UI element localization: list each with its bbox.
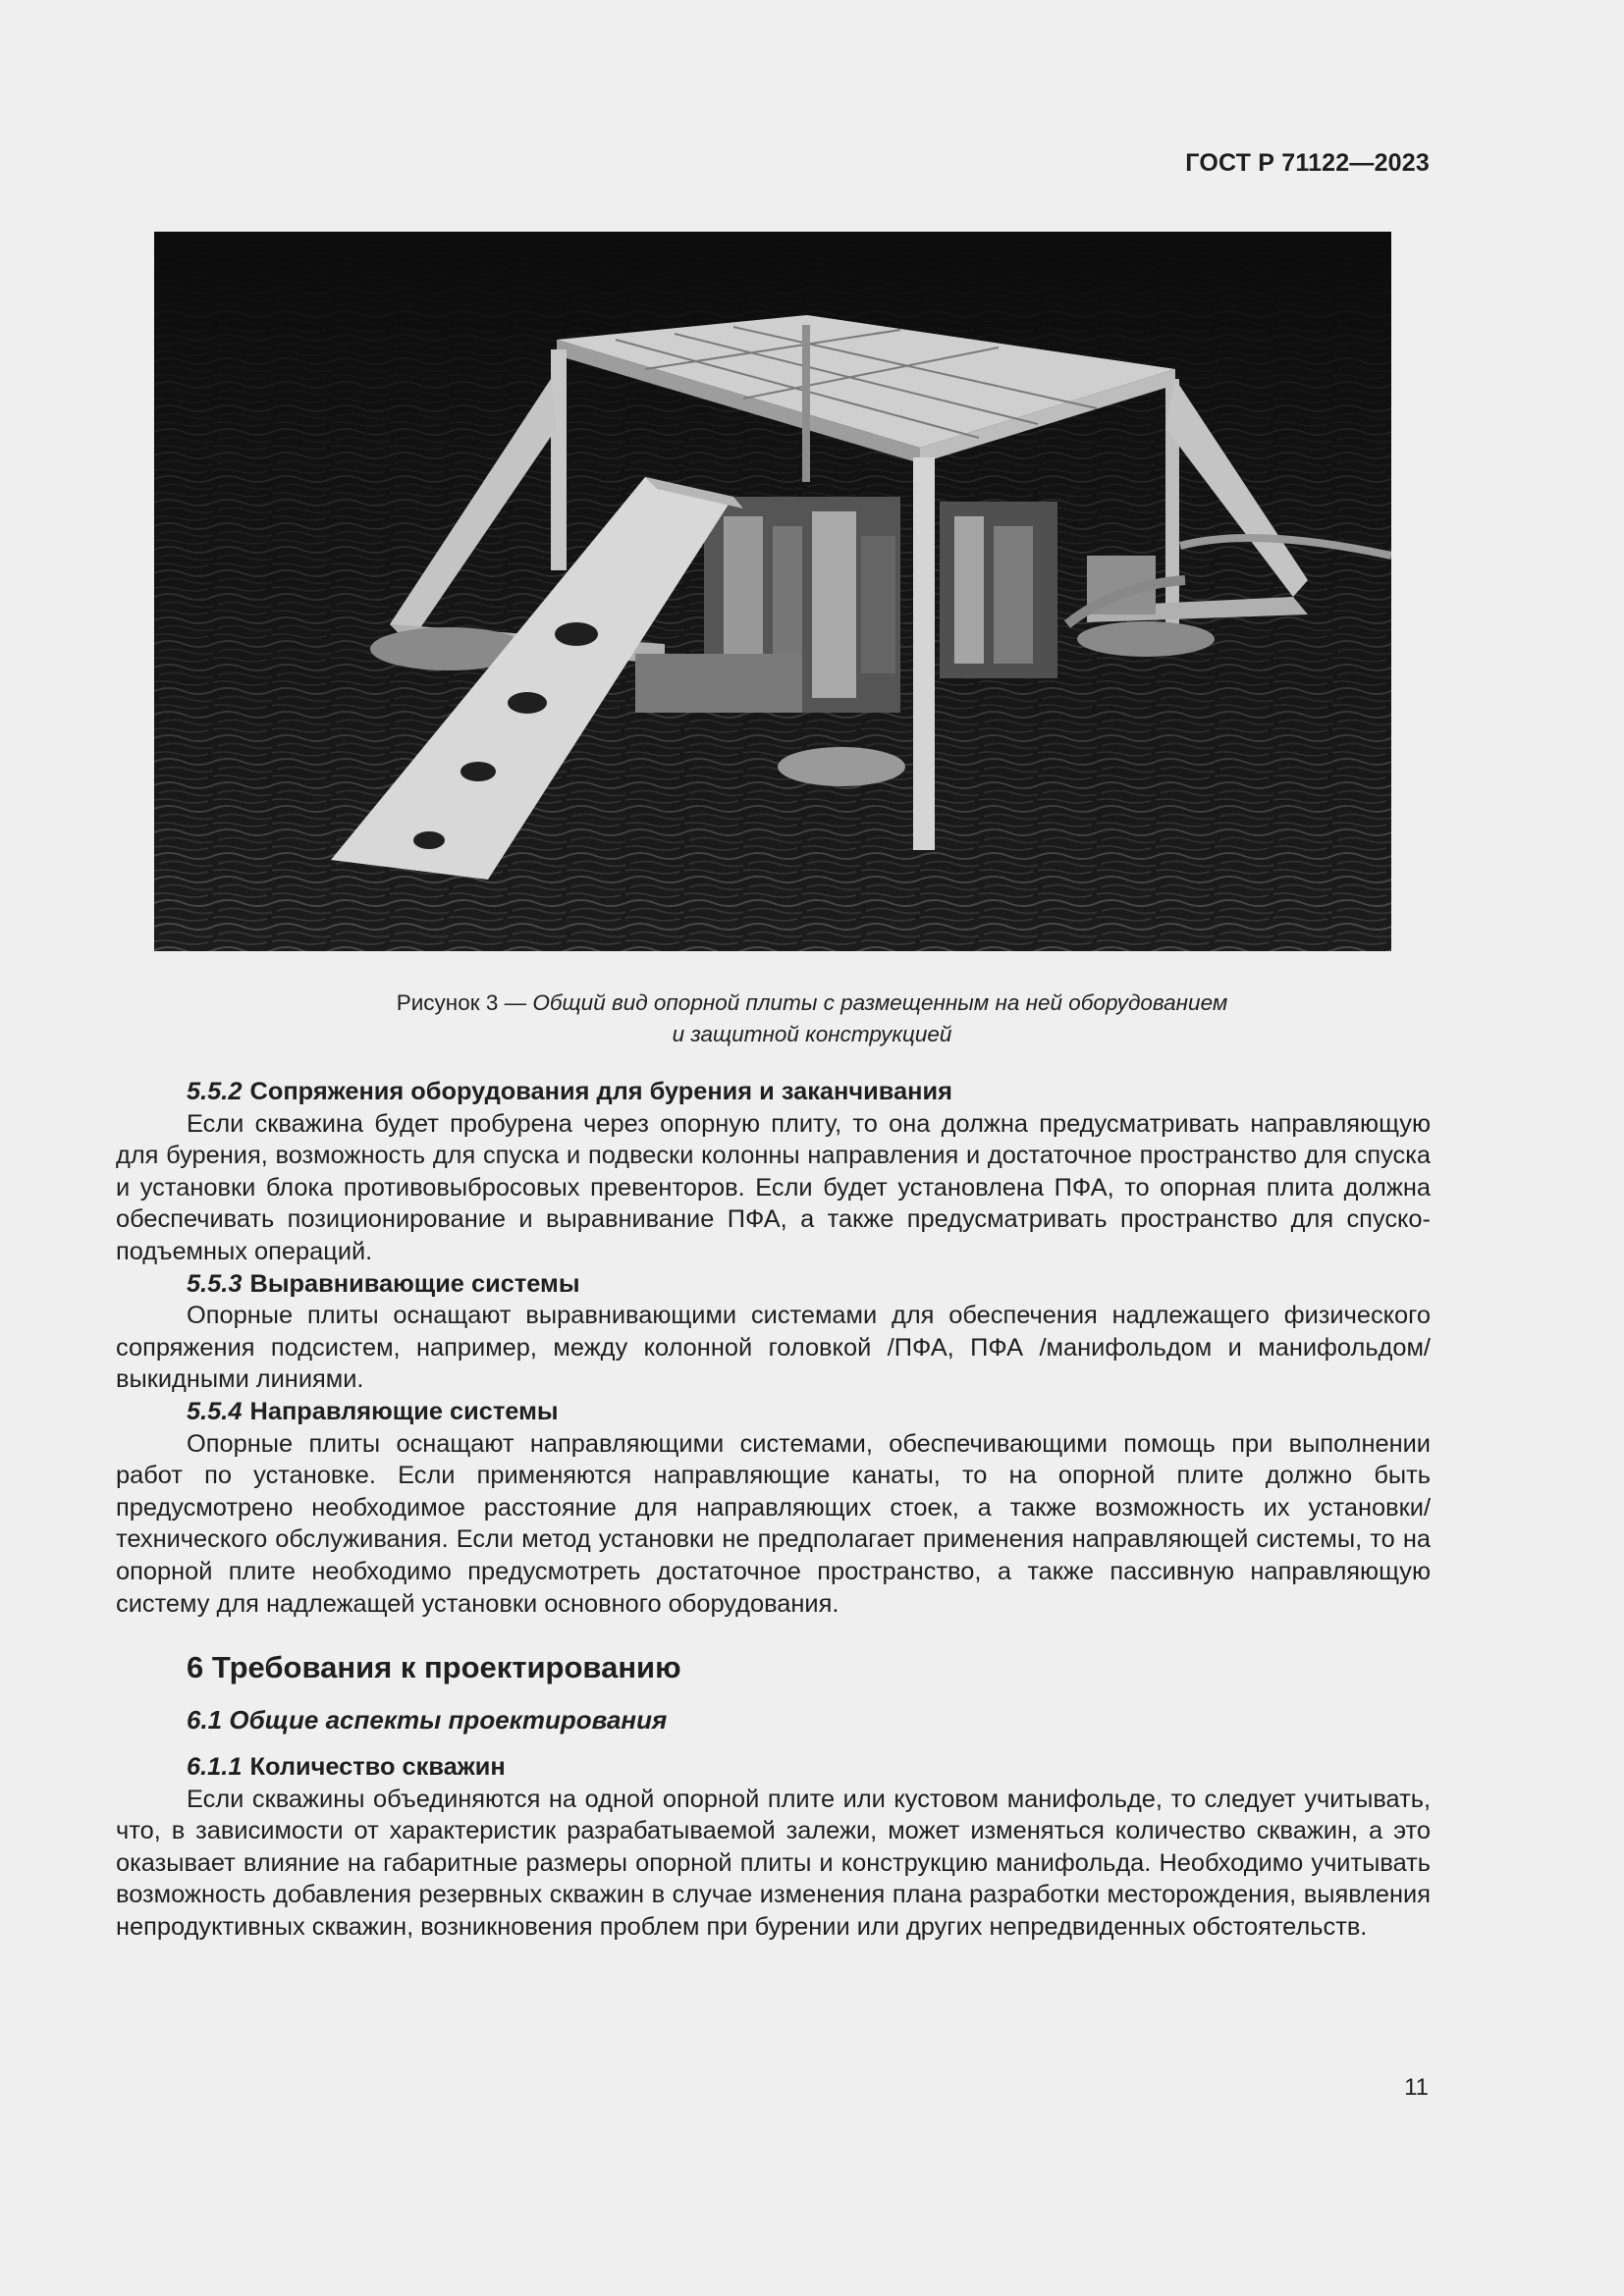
section-title: Количество скважин (249, 1753, 506, 1782)
section-number: 5.5.2 (187, 1078, 243, 1105)
figure-template-photo (154, 232, 1391, 951)
section-6-heading: 6 Требования к проектированию (187, 1650, 681, 1685)
section-5-5-2-text: Если скважина будет пробурена через опорную плиту, то она должна предусматривать направляющую для бурения, возможность для спуска и подвески колонны направления и достаточное пространство для спуска и установки блока противовыбросовых превенторов. Если будет установлена ПФА, то опорная плита должна обеспечивать позиционирование и выравнивание ПФА, а также предусматривать пространство для спуско-подъемных операций. (116, 1109, 1431, 1265)
section-5-5-4-text: Опорные плиты оснащают направляющими системами, обеспечивающими помощь при выполнении работ по установке. Если применяются направляющие канаты, то на опорной плите должно быть предусмотрено необходимое расстояние для направляющих стоек, а также возможность их установки/технического обслуживания. Если метод установки не предполагает применения направляющей системы, то на опорной плите необходимо предусмотреть достаточное пространство, а также пассивную направляющую систему для надлежащей установки основного оборудования. (116, 1429, 1431, 1618)
figure-caption (0, 988, 1624, 1050)
figure-caption-line2: и защитной конструкцией (672, 1022, 952, 1046)
section-5-5-2-heading (116, 1076, 1431, 1108)
section-number: 6.1.1 (187, 1753, 243, 1782)
figure-caption-line1: Общий вид опорной плиты с размещенным на ней оборудованием (532, 990, 1228, 1015)
section-6-1-heading: 6.1 Общие аспекты проектирования (187, 1705, 668, 1735)
section-6-1-1-text: Если скважины объединяются на одной опорной плите или кустовом манифольде, то следует учитывать, что, в зависимости от характеристик разрабатываемой залежи, может изменяться количество скважин, а это оказывает влияние на габаритные размеры опорной плиты и конструкцию манифольда. Необходимо учитывать возможность добавления резервных скважин в случае изменения плана разработки месторождения, выявления непродуктивных скважин, возникновения проблем при бурении или других непредвиденных обстоятельств. (116, 1785, 1431, 1942)
section-title: Выравнивающие системы (249, 1269, 580, 1298)
section-6-1-1-heading (116, 1751, 1431, 1784)
section-5-5-3-text: Опорные плиты оснащают выравнивающими системами для обеспечения надлежащего физического сопряжения подсистем, например, между колонной головкой /ПФА, ПФА /манифольдом и манифольдом/выкидными линиями. (116, 1302, 1431, 1394)
subsea-template-illustration (154, 232, 1391, 951)
section-5-5-4-heading (116, 1396, 1431, 1428)
section-number: 5.5.4 (187, 1397, 243, 1425)
document-body (116, 1076, 1431, 1944)
section-number: 5.5.3 (187, 1269, 243, 1298)
page-number: 11 (1404, 2074, 1429, 2101)
figure-caption-prefix: Рисунок 3 — (396, 990, 533, 1015)
section-title: Направляющие системы (249, 1397, 559, 1425)
section-5-5-3-heading (116, 1268, 1431, 1301)
document-header-id: ГОСТ Р 71122—2023 (1185, 149, 1430, 177)
section-title: Сопряжения оборудования для бурения и заканчивания (249, 1078, 952, 1105)
